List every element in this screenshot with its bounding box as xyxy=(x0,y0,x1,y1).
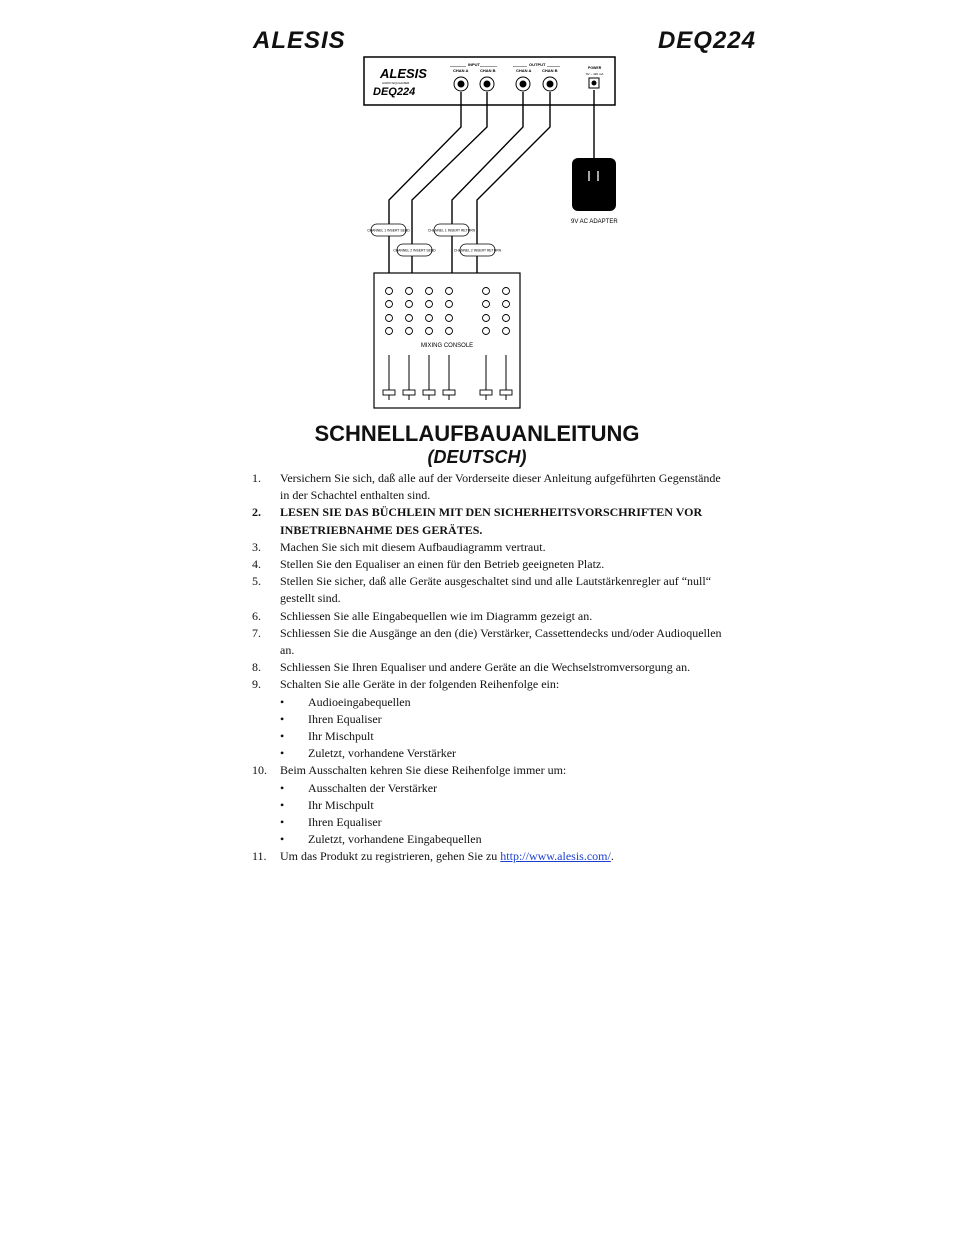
console-knob xyxy=(483,328,490,335)
list-item xyxy=(252,625,732,659)
output-label: OUTPUT xyxy=(529,62,546,67)
step-number: 6. xyxy=(252,608,261,623)
step-text: Stellen Sie sicher, daß alle Geräte ausgeschaltet sind und alle Lautstärkenregler auf “null“ gestellt sind. xyxy=(280,574,712,606)
bullet-text: Zuletzt, vorhandene Verstärker xyxy=(308,746,457,761)
step-number: 3. xyxy=(252,539,261,554)
bullet-item xyxy=(252,694,732,711)
console-knob xyxy=(426,301,433,308)
bullet-text: Ausschalten der Verstärker xyxy=(308,780,438,795)
console-knob xyxy=(446,301,453,308)
fader-cap xyxy=(480,390,492,395)
step-number: 10. xyxy=(252,763,267,778)
step-text: Um das Produkt zu registrieren, gehen Sie zu xyxy=(280,849,501,864)
bullet-item xyxy=(252,711,732,728)
bullet-item xyxy=(252,728,732,745)
jack-label: CHAN B xyxy=(542,68,558,73)
tag-label: CHANNEL 1 INSERT RETURN xyxy=(427,228,476,233)
console-knob xyxy=(503,315,510,322)
step-number: 5. xyxy=(252,574,261,589)
list-item xyxy=(252,608,732,625)
list-item xyxy=(252,676,732,693)
bullet-item xyxy=(252,814,732,831)
list-item xyxy=(252,848,732,865)
alesis-logo: ALESIS xyxy=(253,27,346,54)
bullet-text: Audioeingabequellen xyxy=(308,694,411,709)
step-text: Schliessen Sie die Ausgänge an den (die) Verstärker, Cassettendecks und/oder Audioquellen an. xyxy=(280,625,722,658)
bullet-item xyxy=(252,831,732,848)
step-text: LESEN SIE DAS BÜCHLEIN MIT DEN SICHERHEITSVORSCHRIFTEN VOR INBETRIEBNAHME DES GERÄTES. xyxy=(280,505,703,537)
console-knob xyxy=(446,288,453,295)
step-text: Machen Sie sich mit diesem Aufbaudiagramm vertraut. xyxy=(280,539,546,554)
fader-cap xyxy=(500,390,512,395)
jack-label: CHAN A xyxy=(516,68,532,73)
cable-tag-ch1-return xyxy=(428,224,476,236)
console-knob xyxy=(426,288,433,295)
page-title: SCHNELLAUFBAUANLEITUNG xyxy=(314,421,640,446)
bullet-item xyxy=(252,745,732,762)
power-spec: 9V ~ 420 mA xyxy=(586,72,604,76)
tag-label: CHANNEL 2 INSERT RETURN xyxy=(453,248,502,253)
power-label: POWER xyxy=(588,66,602,70)
list-item xyxy=(252,556,732,573)
output-jack-b xyxy=(542,68,558,91)
console-knob xyxy=(426,315,433,322)
bullet-icon: • xyxy=(280,729,285,744)
bullet-icon: • xyxy=(280,694,285,709)
bullet-icon: • xyxy=(280,746,285,761)
step-text: Beim Ausschalten kehren Sie diese Reihenfolge immer um: xyxy=(280,763,567,778)
cable-tag-ch1-send xyxy=(367,224,410,236)
console-knob xyxy=(483,301,490,308)
console-knob xyxy=(386,328,393,335)
console-knob xyxy=(386,288,393,295)
console-knob xyxy=(503,328,510,335)
fader-cap xyxy=(423,390,435,395)
jack-label: CHAN B xyxy=(480,68,496,73)
list-item xyxy=(252,762,732,779)
tag-label: CHANNEL 2 INSERT SEND xyxy=(393,248,436,253)
step-number: 7. xyxy=(252,625,261,640)
step-number: 11. xyxy=(252,849,267,864)
tag-label: CHANNEL 1 INSERT SEND xyxy=(367,228,410,233)
bullet-text: Ihr Mischpult xyxy=(308,729,374,744)
bullet-icon: • xyxy=(280,815,285,830)
list-item xyxy=(252,470,732,504)
fader-cap xyxy=(403,390,415,395)
fader-cap xyxy=(383,390,395,395)
step-number: 4. xyxy=(252,557,261,572)
input-jack-a xyxy=(453,68,469,91)
bullet-item xyxy=(252,780,732,797)
unit-logo: ALESIS xyxy=(380,66,427,81)
step-number: 9. xyxy=(252,677,261,692)
unit-model: DEQ224 xyxy=(373,86,416,98)
jack-label: CHAN A xyxy=(453,68,469,73)
console-knob xyxy=(503,301,510,308)
console-knob xyxy=(503,288,510,295)
console-knob xyxy=(446,315,453,322)
cable-tag-ch2-send xyxy=(393,244,436,256)
instructions-list xyxy=(252,470,732,866)
list-item xyxy=(252,539,732,556)
ac-adapter xyxy=(572,158,616,211)
bullet-icon: • xyxy=(280,797,285,812)
console-knob xyxy=(483,288,490,295)
step-text-end: . xyxy=(610,849,614,864)
bullet-icon: • xyxy=(280,780,285,795)
console-knob xyxy=(406,288,413,295)
console-knob xyxy=(483,315,490,322)
unit-subtitle: AUDIO EQUALIZER xyxy=(382,81,410,85)
step-number: 8. xyxy=(252,660,261,675)
cable-tag-ch2-return xyxy=(454,244,502,256)
console-knob xyxy=(406,315,413,322)
step-text: Schliessen Sie alle Eingabequellen wie im Diagramm gezeigt an. xyxy=(280,608,593,623)
console-knob xyxy=(426,328,433,335)
bullet-text: Zuletzt, vorhandene Eingabequellen xyxy=(308,832,482,847)
step-number: 2. xyxy=(252,505,261,520)
step-text: Schalten Sie alle Geräte in der folgenden Reihenfolge ein: xyxy=(280,677,560,692)
bullet-icon: • xyxy=(280,711,285,726)
step-text: Stellen Sie den Equaliser an einen für den Betrieb geeigneten Platz. xyxy=(280,557,605,572)
step-text: Versichern Sie sich, daß alle auf der Vorderseite dieser Anleitung aufgeführten Gegenstände in der Schachtel enthalten sind. xyxy=(280,471,721,503)
setup-diagram xyxy=(0,0,954,420)
step-number: 1. xyxy=(252,471,261,485)
input-label: INPUT xyxy=(468,62,480,67)
bullet-text: Ihr Mischpult xyxy=(308,797,374,812)
bullet-item xyxy=(252,797,732,814)
console-knob xyxy=(406,328,413,335)
console-knob xyxy=(406,301,413,308)
adapter-label: 9V AC ADAPTER xyxy=(571,219,618,225)
step-text: Schliessen Sie Ihren Equaliser und andere Geräte an die Wechselstromversorgung an. xyxy=(280,660,691,675)
page-subtitle: (DEUTSCH) xyxy=(427,447,527,467)
bullet-icon: • xyxy=(280,832,285,847)
console-knob xyxy=(386,301,393,308)
bullet-text: Ihren Equaliser xyxy=(308,815,382,830)
console-knob xyxy=(386,315,393,322)
alesis-website-link[interactable]: http://www.alesis.com/ xyxy=(500,849,611,864)
console-label: MIXING CONSOLE xyxy=(420,343,474,349)
bullet-text: Ihren Equaliser xyxy=(308,711,382,726)
list-item xyxy=(252,573,732,607)
list-item xyxy=(252,504,732,538)
fader-cap xyxy=(443,390,455,395)
list-item xyxy=(252,659,732,676)
console-knob xyxy=(446,328,453,335)
deq224-logo: DEQ224 xyxy=(657,27,756,54)
